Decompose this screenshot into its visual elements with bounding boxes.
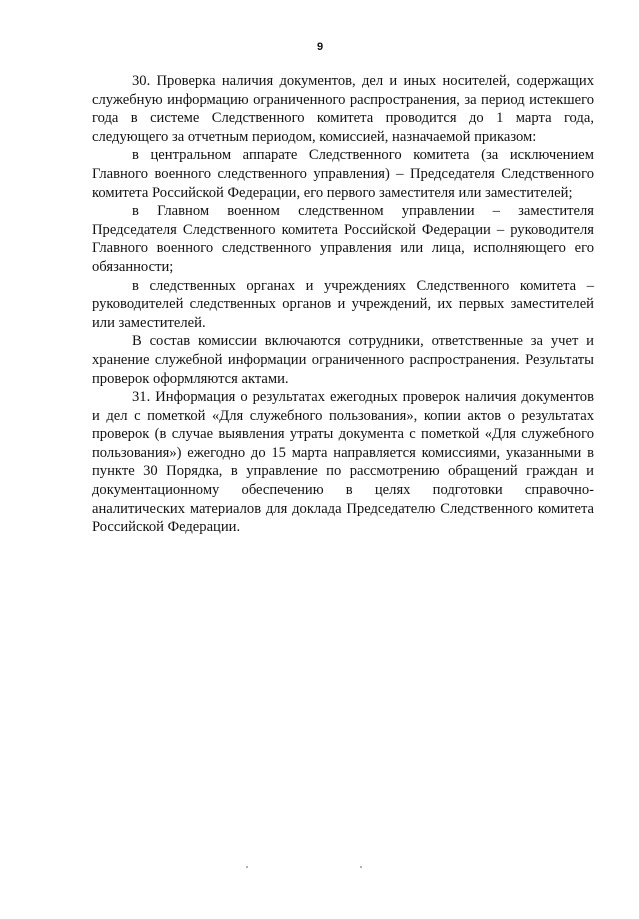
paragraph-31: 31. Информация о результатах ежегодных проверок наличия документов и дел с пометкой «Для служебного пользования», копии актов о результатах проверок (в случае выявления утраты документа с пометкой «Для служебного пользования») ежегодно до 15 марта направляется комиссиями, указанными в пункте 30 Порядка, в управление по рассмотрению обращений граждан и документационному обеспечению в целях подготовки справочно-аналитических материалов для доклада Председателю Следственного комитета Российской Федерации. bbox=[92, 389, 594, 536]
paragraph-investigative-bodies: в следственных органах и учреждениях Следственного комитета – руководителей следственных органов и учреждений, их первых заместителей или заместителей. bbox=[92, 277, 594, 331]
paragraph-main-military-directorate: в Главном военном следственном управлении – заместителя Председателя Следственного комитета Российской Федерации – руководителя Главного военного следственного управления или лица, исполняющего его обязанности; bbox=[92, 203, 594, 275]
paragraph-commission-composition: В состав комиссии включаются сотрудники, ответственные за учет и хранение служебной информации ограниченного распространения. Результаты проверок оформляются актами. bbox=[92, 333, 594, 387]
scan-speck bbox=[246, 866, 248, 868]
paragraph-30-intro: 30. Проверка наличия документов, дел и иных носителей, содержащих служебную информацию ограниченного распространения, за период истекшего года в системе Следственного комитета проводится до 1 марта года, следующего за отчетным периодом, комиссией, назначаемой приказом: bbox=[92, 73, 594, 145]
scan-speck bbox=[360, 866, 362, 868]
page-number: 9 bbox=[316, 41, 324, 53]
paragraph-central-apparatus: в центральном аппарате Следственного комитета (за исключением Главного военного следственного управления) – Председателя Следственного комитета Российской Федерации, его первого заместителя или заместителей; bbox=[92, 147, 594, 201]
document-body bbox=[92, 72, 594, 537]
